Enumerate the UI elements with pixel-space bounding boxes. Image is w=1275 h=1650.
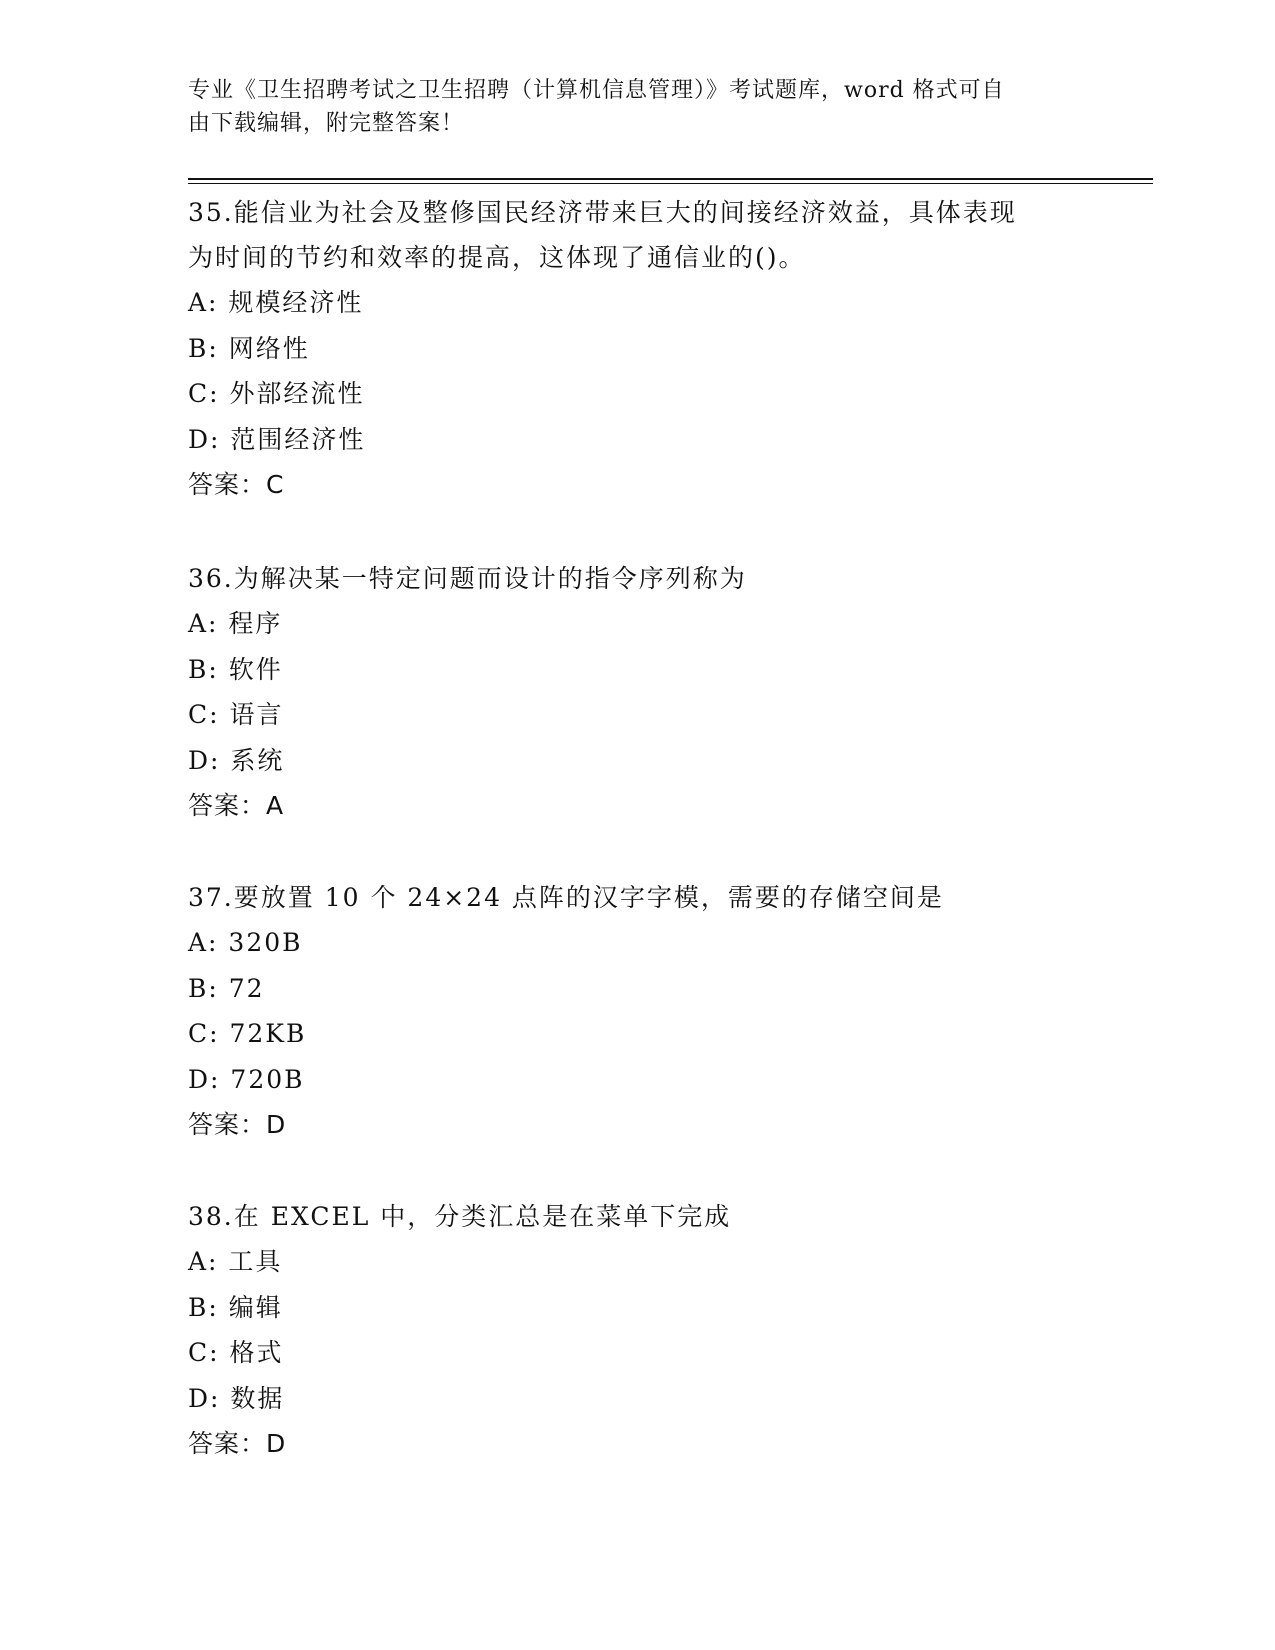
- option-d: D: 720B: [188, 1064, 305, 1094]
- question-stem-line-1: 38.在 EXCEL 中，分类汇总是在菜单下完成: [188, 1202, 732, 1231]
- option-a: A: 320B: [188, 928, 303, 957]
- question-stem-line-2: 为时间的节约和效率的提高，这体现了通信业的()。: [188, 243, 806, 272]
- header-line-2: 由下载编辑，附完整答案！: [188, 111, 465, 136]
- option-d: D: 范围经济性: [188, 424, 366, 454]
- option-b: B: 编辑: [188, 1292, 283, 1322]
- option-a: A: 程序: [188, 609, 283, 638]
- option-b: B: 网络性: [188, 333, 310, 363]
- question-36: [188, 556, 1088, 828]
- question-35: [188, 190, 1088, 507]
- question-stem-line-1: 35.能信业为社会及整修国民经济带来巨大的间接经济效益，具体表现: [188, 198, 1017, 227]
- answer-line: 答案：A: [188, 791, 285, 820]
- answer-line: 答案：C: [188, 470, 285, 499]
- option-a: A: 工具: [188, 1247, 283, 1276]
- question-stem-line-1: 36.为解决某一特定问题而设计的指令序列称为: [188, 564, 747, 593]
- document-header: [188, 74, 1068, 140]
- option-a: A: 规模经济性: [188, 288, 364, 317]
- option-c: C: 外部经流性: [188, 379, 365, 408]
- question-stem-line-1: 37.要放置 10 个 24×24 点阵的汉字字模，需要的存储空间是: [188, 883, 944, 912]
- header-line-1: 专业《卫生招聘考试之卫生招聘（计算机信息管理）》考试题库，word 格式可自: [188, 78, 1005, 103]
- option-c: C: 72KB: [188, 1019, 307, 1048]
- option-d: D: 数据: [188, 1383, 285, 1413]
- question-38: [188, 1194, 1088, 1466]
- option-d: D: 系统: [188, 745, 285, 775]
- option-b: B: 72: [188, 973, 265, 1003]
- answer-line: 答案：D: [188, 1110, 287, 1139]
- header-divider-thick: [188, 178, 1153, 180]
- option-b: B: 软件: [188, 654, 283, 684]
- answer-line: 答案：D: [188, 1429, 287, 1458]
- option-c: C: 格式: [188, 1338, 284, 1367]
- option-c: C: 语言: [188, 700, 284, 729]
- question-37: [188, 875, 1088, 1147]
- header-divider-thin: [188, 183, 1153, 184]
